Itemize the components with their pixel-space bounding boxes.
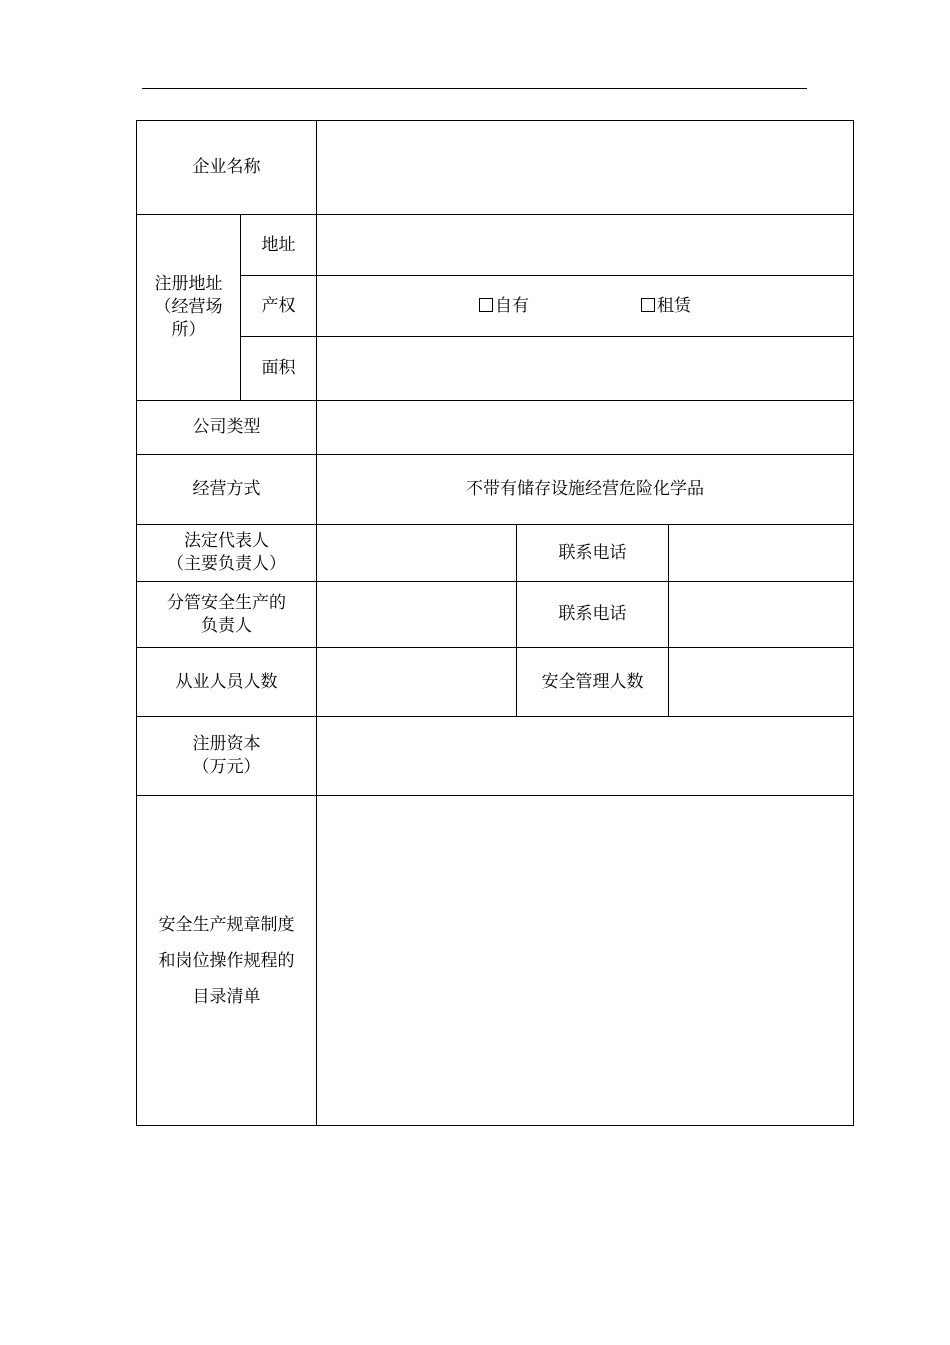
- safety-staff-count-field[interactable]: [669, 648, 854, 717]
- legal-rep-label-line2: （主要负责人）: [167, 554, 286, 574]
- registered-address-label: [137, 215, 241, 401]
- row-safety-manager: [137, 582, 854, 648]
- safety-manager-field[interactable]: [317, 582, 517, 648]
- safety-manager-label-line1: 分管安全生产的: [167, 592, 286, 613]
- contact-phone-label-2: 联系电话: [517, 582, 669, 648]
- company-type-field[interactable]: [317, 401, 854, 455]
- checkbox-owned[interactable]: [479, 298, 493, 312]
- row-employee-count: [137, 648, 854, 717]
- registered-address-label-line1: 注册地址: [154, 274, 223, 294]
- property-option-owned[interactable]: [479, 295, 529, 318]
- registered-capital-label-line1: 注册资本: [192, 734, 261, 754]
- contact-phone-field-1[interactable]: [669, 525, 854, 582]
- rules-list-field[interactable]: [317, 796, 854, 1126]
- legal-rep-label: [137, 525, 317, 582]
- checkbox-leased[interactable]: [641, 298, 655, 312]
- legal-rep-label-line1: 法定代表人: [184, 531, 269, 551]
- legal-rep-field[interactable]: [317, 525, 517, 582]
- header-rule: [142, 88, 807, 89]
- business-mode-value: 不带有储存设施经营危险化学品: [317, 455, 854, 525]
- registered-address-label-line3: 所）: [171, 320, 206, 340]
- registered-capital-label: [137, 717, 317, 796]
- contact-phone-label-1: 联系电话: [517, 525, 669, 582]
- property-label: 产权: [241, 276, 317, 337]
- property-option-owned-label: 自有: [495, 295, 529, 316]
- address-field[interactable]: [317, 215, 854, 276]
- enterprise-info-form: [136, 120, 854, 1126]
- enterprise-name-field[interactable]: [317, 121, 854, 215]
- property-option-leased-label: 租赁: [657, 295, 691, 316]
- rules-list-label-line1: 安全生产规章制度: [158, 914, 295, 935]
- safety-staff-count-label: 安全管理人数: [517, 648, 669, 717]
- rules-list-label-line2: 和岗位操作规程的: [158, 950, 295, 971]
- business-mode-label: 经营方式: [137, 455, 317, 525]
- area-field[interactable]: [317, 337, 854, 401]
- rules-list-label: [137, 796, 317, 1126]
- registered-capital-field[interactable]: [317, 717, 854, 796]
- row-business-mode: [137, 455, 854, 525]
- enterprise-name-label: 企业名称: [137, 121, 317, 215]
- property-option-leased[interactable]: [641, 295, 691, 318]
- registered-capital-label-line2: （万元）: [192, 757, 261, 777]
- property-options: [317, 276, 854, 337]
- registered-address-label-line2: （经营场: [154, 297, 223, 317]
- row-area: [137, 337, 854, 401]
- contact-phone-field-2[interactable]: [669, 582, 854, 648]
- rules-list-label-line3: 目录清单: [192, 986, 261, 1007]
- row-address: [137, 215, 854, 276]
- row-company-type: [137, 401, 854, 455]
- safety-manager-label-line2: 负责人: [201, 615, 252, 636]
- row-registered-capital: [137, 717, 854, 796]
- row-property: [137, 276, 854, 337]
- employee-count-label: 从业人员人数: [137, 648, 317, 717]
- row-enterprise-name: [137, 121, 854, 215]
- employee-count-field[interactable]: [317, 648, 517, 717]
- area-label: 面积: [241, 337, 317, 401]
- company-type-label: 公司类型: [137, 401, 317, 455]
- row-rules-list: [137, 796, 854, 1126]
- row-legal-rep: [137, 525, 854, 582]
- safety-manager-label: [137, 582, 317, 648]
- address-label: 地址: [241, 215, 317, 276]
